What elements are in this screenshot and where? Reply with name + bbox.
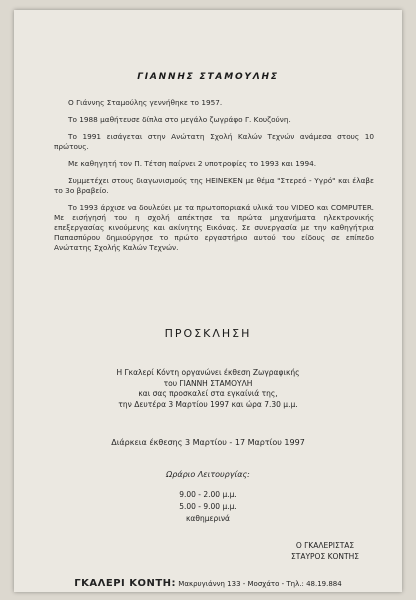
bio-paragraph: Το 1993 άρχισε να δουλεύει με τα πρωτοποριακά υλικά του VIDEO και COMPUTER. Με εισήγησή του η σχολή απέκτησε τα πρώτα μηχανήματα ηλεκτρονικής επεξεργασίας κινούμενης και ακίνητης Εικόνας. Σε συνεργασία με την καθηγήτρια Παπασπύρου δημιούργησε το πρώτο εργαστήριο αυτού του είδους σε επίπεδο Ανώτατης Σχολής Καλών Τεχνών.: [54, 203, 374, 252]
schedule-line: 9.00 - 2.00 μ.μ.: [179, 490, 237, 499]
bio-paragraph: Ο Γιάννης Σταμούλης γεννήθηκε το 1957.: [68, 98, 223, 107]
gallery-name: ΓΚΑΛΕΡΙ ΚΟΝΤΗ:: [74, 578, 177, 589]
exhibition-duration: Διάρκεια έκθεσης 3 Μαρτίου - 17 Μαρτίου 1997: [111, 438, 305, 447]
invitation-title: ΠΡΟΣΚΛΗΣΗ: [164, 327, 252, 340]
bio-title: ΓΙΑΝΝΗΣ ΣΤΑΜΟΥΛΗΣ: [137, 72, 279, 82]
schedule: [14, 489, 402, 525]
invitation-line: και σας προσκαλεί στα εγκαίνιά της,: [138, 389, 278, 398]
schedule-line: καθημερινά: [186, 514, 230, 523]
invitation-line: την Δευτέρα 3 Μαρτίου 1997 και ώρα 7.30 μ.μ.: [118, 399, 298, 409]
bio-section: [54, 98, 374, 260]
schedule-title: Ωράριο Λειτουργίας:: [166, 470, 250, 479]
footer: [14, 578, 402, 589]
bio-paragraph: Με καθηγητή τον Π. Τέτση παίρνει 2 υποτροφίες το 1993 και 1994.: [68, 159, 317, 168]
bio-paragraph: Το 1991 εισάγεται στην Ανώτατη Σχολή Καλών Τεχνών ανάμεσα στους 10 πρώτους.: [54, 132, 374, 151]
bio-paragraph: Το 1988 μαθήτευσε δίπλα στο μεγάλο ζωγράφο Γ. Κουζούνη.: [68, 115, 291, 124]
signature-name: ΣΤΑΥΡΟΣ ΚΟΝΤΗΣ: [291, 552, 359, 561]
invitation-text: [14, 368, 402, 410]
schedule-line: 5.00 - 9.00 μ.μ.: [179, 502, 237, 511]
invitation-line: του ΓΙΑΝΝΗ ΣΤΑΜΟΥΛΗ: [163, 378, 253, 388]
signature-role: Ο ΓΚΑΛΕΡΙΣΤΑΣ: [295, 541, 355, 550]
bio-paragraph: Συμμετέχει στους διαγωνισμούς της HEINEKEN με θέμα "Στερεό - Υγρό" και έλαβε το 3ο βραβείο.: [54, 176, 374, 195]
gallery-address: Μακρυγιάννη 133 - Μοσχάτο - Τηλ.: 48.19.884: [178, 580, 342, 588]
invitation-card: [14, 10, 402, 592]
invitation-line: Η Γκαλερί Κόντη οργανώνει έκθεση Ζωγραφικής: [116, 368, 300, 377]
signature: [270, 540, 380, 562]
